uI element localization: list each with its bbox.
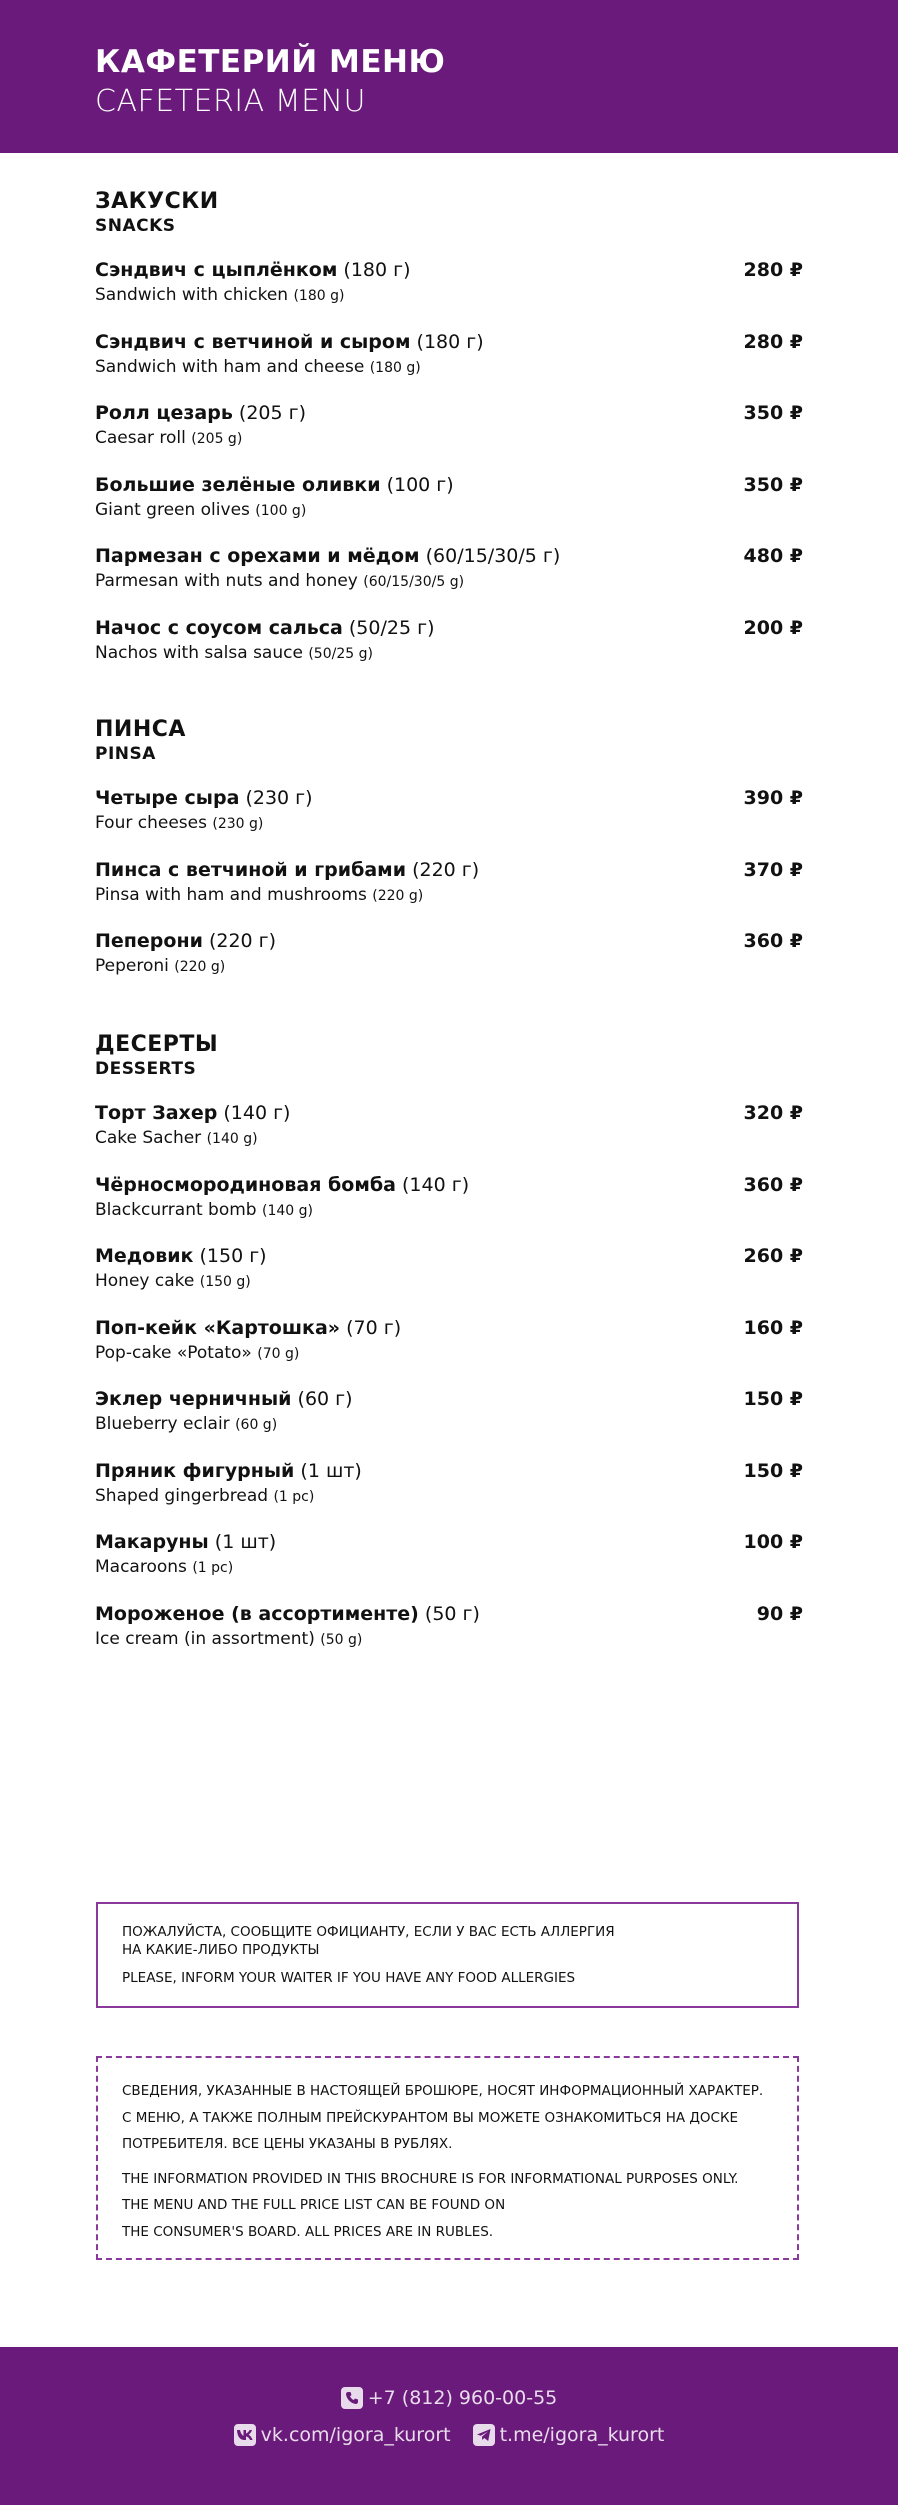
menu-item [95,1172,803,1244]
section-title-ru: ПИНСА [95,717,186,742]
item-weight-en: (220 g) [372,887,424,904]
allergy-text-ru-line2: НА КАКИЕ-ЛИБО ПРОДУКТЫ [122,1942,320,1958]
section-pinsa [95,717,803,1000]
info-text-ru-line1: СВЕДЕНИЯ, УКАЗАННЫЕ В НАСТОЯЩЕЙ БРОШЮРЕ, НОСЯТ ИНФОРМАЦИОННЫЙ ХАРАКТЕР. [122,2083,764,2099]
info-text-ru-line3: ПОТРЕБИТЕЛЯ. ВСЕ ЦЕНЫ УКАЗАНЫ В РУБЛЯХ. [122,2136,453,2152]
item-weight-ru: (140 г) [402,1173,470,1196]
item-weight-en: (70 g) [257,1345,300,1362]
item-price: 390 ₽ [743,787,803,809]
footer [0,2347,898,2505]
item-name-ru: Эклер черничный [95,1388,292,1410]
item-weight-en: (150 g) [199,1274,251,1290]
item-name-en: Nachos with salsa sauce [95,642,303,663]
item-weight-en: (100 g) [255,502,307,519]
item-name-en: Blackcurrant bomb [95,1199,257,1220]
item-weight-en: (220 g) [174,959,226,975]
item-weight-ru: (70 г) [346,1316,402,1339]
item-weight-ru: (50 г) [424,1602,480,1625]
item-price: 320 ₽ [743,1102,803,1124]
section-title-en: PINSA [95,744,156,764]
telegram-url: t.me/igora_kurort [499,2424,665,2446]
item-name-en: Peperoni [95,956,169,976]
menu-item [95,928,803,1000]
item-name-en: Sandwich with ham and cheese [95,356,365,377]
item-weight-ru: (205 г) [238,402,307,424]
item-price: 160 ₽ [743,1316,803,1339]
item-name-ru: Сэндвич с цыплёнком [95,259,338,281]
item-weight-ru: (180 г) [343,259,411,281]
menu-item [95,1458,803,1530]
phone-number: +7 (812) 960-00-55 [367,2387,558,2409]
menu-item [95,857,803,929]
menu-item [95,257,803,329]
section-title-ru: ЗАКУСКИ [95,189,219,214]
menu-item [95,472,803,544]
item-name-ru: Ролл цезарь [95,402,233,424]
item-name-en: Ice cream (in assortment) [95,1628,315,1649]
item-price: 200 ₽ [743,616,803,639]
item-name-en: Pinsa with ham and mushrooms [95,884,367,905]
section-desserts [95,1032,803,1672]
item-name-ru: Медовик [95,1245,194,1267]
item-name-ru: Пинса с ветчиной и грибами [95,858,407,881]
item-weight-ru: (60 г) [297,1388,353,1410]
item-weight-ru: (140 г) [223,1102,291,1124]
item-weight-ru: (220 г) [412,858,480,881]
item-weight-ru: (180 г) [416,330,484,353]
menu-item [95,1529,803,1601]
allergy-text-ru-line1: ПОЖАЛУЙСТА, СООБЩИТЕ ОФИЦИАНТУ, ЕСЛИ У ВАС ЕСТЬ АЛЛЕРГИЯ [122,1924,615,1940]
item-price: 280 ₽ [743,259,803,281]
item-weight-en: (1 pc) [192,1560,234,1576]
item-name-ru: Чёрносмородиновая бомба [95,1173,396,1196]
section-title-en: DESSERTS [95,1059,197,1079]
item-name-en: Caesar roll [95,428,186,448]
vk-url: vk.com/igora_kurort [260,2424,451,2446]
item-name-en: Cake Sacher [95,1128,202,1148]
menu-item [95,329,803,401]
item-weight-ru: (100 г) [386,473,454,496]
telegram-link[interactable] [473,2424,665,2446]
menu-item [95,543,803,615]
item-weight-ru: (60/15/30/5 г) [425,545,561,567]
info-text-en-line1: THE INFORMATION PROVIDED IN THIS BROCHURE IS FOR INFORMATIONAL PURPOSES ONLY. [122,2170,739,2187]
item-price: 260 ₽ [743,1245,803,1267]
item-name-ru: Пеперони [95,930,203,952]
item-weight-en: (60/15/30/5 g) [363,574,465,590]
item-weight-en: (205 g) [191,431,243,447]
item-name-en: Honey cake [95,1271,195,1291]
item-price: 280 ₽ [743,330,803,353]
item-price: 150 ₽ [743,1388,803,1410]
item-name-en: Parmesan with nuts and honey [95,571,358,591]
telegram-icon [473,2424,495,2446]
item-name-en: Sandwich with chicken [95,285,289,305]
allergy-notice [96,1902,799,2008]
item-name-ru: Большие зелёные оливки [95,473,381,496]
info-text-ru-line2: С МЕНЮ, А ТАКЖЕ ПОЛНЫМ ПРЕЙСКУРАНТОМ ВЫ МОЖЕТЕ ОЗНАКОМИТЬСЯ НА ДОСКЕ [122,2109,739,2126]
info-text-en-line2: THE MENU AND THE FULL PRICE LIST CAN BE FOUND ON [122,2197,506,2213]
item-name-en: Giant green olives [95,499,250,520]
item-weight-ru: (1 шт) [214,1531,277,1553]
item-name-ru: Поп-кейк «Картошка» [95,1316,341,1339]
item-weight-ru: (230 г) [245,787,313,809]
item-weight-en: (230 g) [212,816,264,832]
menu-title-en: CAFETERIA MENU [95,84,366,119]
item-name-ru: Пряник фигурный [95,1459,295,1482]
item-price: 90 ₽ [756,1602,803,1625]
vk-link[interactable] [234,2424,451,2446]
section-title-en: SNACKS [95,216,176,236]
item-weight-en: (60 g) [235,1417,278,1433]
item-name-ru: Пармезан с орехами и мёдом [95,545,420,567]
menu-header [0,0,898,153]
item-name-ru: Макаруны [95,1531,209,1553]
item-weight-ru: (1 шт) [300,1459,362,1482]
item-price: 350 ₽ [743,473,803,496]
item-weight-en: (180 g) [293,288,345,304]
item-weight-ru: (220 г) [208,930,277,952]
section-snacks [95,189,803,686]
item-price: 360 ₽ [743,1173,803,1196]
item-name-ru: Начос с соусом сальса [95,616,343,639]
item-name-en: Shaped gingerbread [95,1485,269,1506]
item-weight-ru: (150 г) [199,1245,267,1267]
menu-item [95,1315,803,1387]
item-price: 370 ₽ [743,858,803,881]
item-name-en: Blueberry eclair [95,1414,230,1434]
info-notice [96,2056,799,2260]
item-name-en: Pop-cake «Potato» [95,1342,252,1363]
menu-item [95,1100,803,1172]
item-name-ru: Торт Захер [95,1102,218,1124]
item-weight-en: (140 g) [262,1202,313,1219]
allergy-text-en: PLEASE, INFORM YOUR WAITER IF YOU HAVE ANY FOOD ALLERGIES [122,1970,576,1986]
phone-link[interactable] [341,2387,558,2409]
item-weight-en: (180 g) [369,359,421,376]
item-weight-en: (140 g) [206,1131,258,1147]
menu-item [95,1243,803,1315]
menu-title-ru: КАФЕТЕРИЙ МЕНЮ [95,44,446,80]
item-weight-en: (1 pc) [273,1488,315,1505]
item-name-ru: Четыре сыра [95,787,240,809]
item-weight-en: (50 g) [320,1631,363,1648]
item-price: 360 ₽ [743,930,803,952]
menu-item [95,400,803,472]
info-text-en-line3: THE CONSUMER'S BOARD. ALL PRICES ARE IN RUBLES. [122,2223,494,2240]
vk-icon [234,2424,256,2446]
item-price: 350 ₽ [743,402,803,424]
item-price: 480 ₽ [743,545,803,567]
phone-icon [341,2387,363,2409]
menu-item [95,1601,803,1673]
menu-item [95,615,803,687]
item-price: 100 ₽ [743,1531,803,1553]
menu-item [95,1386,803,1458]
item-weight-ru: (50/25 г) [348,616,435,639]
item-weight-en: (50/25 g) [308,645,373,662]
item-name-ru: Сэндвич с ветчиной и сыром [95,330,411,353]
menu-item [95,785,803,857]
item-name-en: Macaroons [95,1557,187,1577]
section-title-ru: ДЕСЕРТЫ [95,1032,219,1057]
item-price: 150 ₽ [743,1459,803,1482]
item-name-ru: Мороженое (в ассортименте) [95,1602,419,1625]
item-name-en: Four cheeses [95,813,207,833]
